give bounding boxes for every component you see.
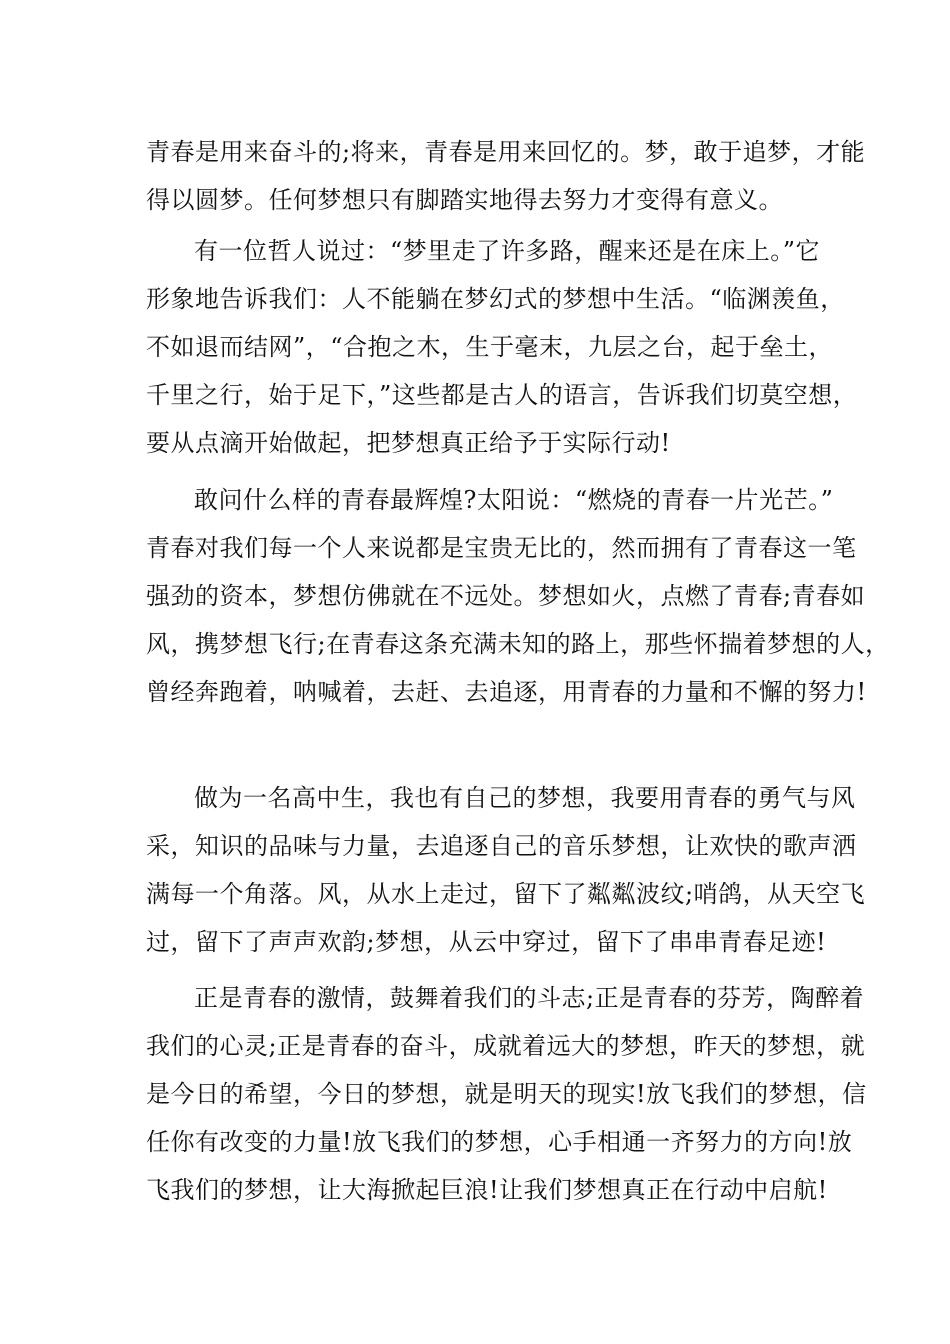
text-line: 青春是用来奋斗的;将来，青春是用来回忆的。梦，敢于追梦，才能 (146, 138, 866, 166)
text-line: 敢问什么样的青春最辉煌?太阳说：“燃烧的青春一片光芒。” (194, 486, 834, 514)
text-line: 飞我们的梦想，让大海掀起巨浪!让我们梦想真正在行动中启航! (146, 1176, 828, 1204)
text-line: 曾经奔跑着，呐喊着，去赶、去追逐，用青春的力量和不懈的努力! (146, 678, 867, 706)
text-line: 满每一个角落。风，从水上走过，留下了粼粼波纹;哨鸽，从天空飞 (146, 880, 866, 908)
text-line: 正是青春的激情，鼓舞着我们的斗志;正是青春的芬芳，陶醉着 (194, 984, 865, 1012)
text-line: 采，知识的品味与力量，去追逐自己的音乐梦想，让欢快的歌声洒 (146, 832, 857, 860)
paragraph-3 (146, 476, 890, 716)
text-line: 千里之行，始于足下，”这些都是古人的语言，告诉我们切莫空想， (146, 381, 858, 409)
text-line: 得以圆梦。任何梦想只有脚踏实地得去努力才变得有意义。 (146, 186, 783, 214)
text-line: 任你有改变的力量!放飞我们的梦想，心手相通一齐努力的方向!放 (146, 1128, 853, 1156)
text-line: 风，携梦想飞行;在青春这条充满未知的路上，那些怀揣着梦想的人， (146, 630, 890, 658)
paragraph-4 (146, 774, 866, 966)
text-line: 做为一名高中生，我也有自己的梦想，我要用青春的勇气与风 (194, 784, 856, 812)
text-line: 强劲的资本，梦想仿佛就在不远处。梦想如火，点燃了青春;青春如 (146, 582, 866, 610)
text-line: 不如退而结网”，“合抱之木，生于毫末，九层之台，起于垒土， (146, 333, 834, 361)
paragraph-1 (146, 128, 866, 224)
text-line: 要从点滴开始做起，把梦想真正给予于实际行动! (146, 429, 671, 457)
paragraph-5 (146, 974, 867, 1214)
text-line: 形象地告诉我们：人不能躺在梦幻式的梦想中生活。“临渊羡鱼， (146, 285, 845, 313)
text-line: 是今日的希望，今日的梦想，就是明天的现实!放飞我们的梦想，信 (146, 1080, 867, 1108)
text-line: 有一位哲人说过：“梦里走了许多路，醒来还是在床上。”它 (194, 237, 821, 265)
text-line: 青春对我们每一个人来说都是宝贵无比的，然而拥有了青春这一笔 (146, 534, 857, 562)
text-line: 过，留下了声声欢韵;梦想，从云中穿过，留下了串串青春足迹! (146, 928, 827, 956)
text-line: 我们的心灵;正是青春的奋斗，成就着远大的梦想，昨天的梦想，就 (146, 1032, 866, 1060)
paragraph-2 (146, 227, 858, 467)
